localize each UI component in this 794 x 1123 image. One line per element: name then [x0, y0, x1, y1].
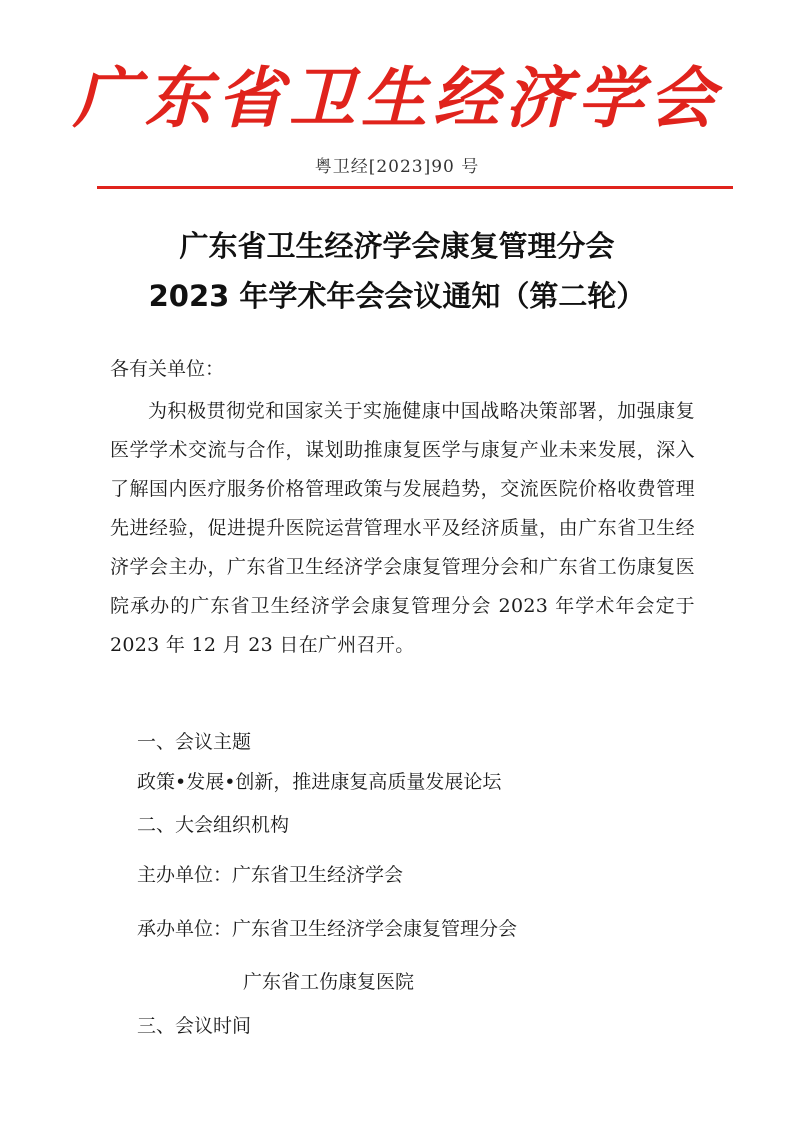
document-number: 粤卫经[2023]90 号	[314, 157, 480, 177]
section-heading-theme: 一、会议主题	[137, 731, 252, 753]
section-heading-organization: 二、大会组织机构	[137, 814, 290, 836]
salutation: 各有关单位：	[110, 358, 225, 380]
notice-title-line-2: 2023 年学术年会会议通知（第二轮）	[148, 279, 646, 313]
section-heading-time: 三、会议时间	[137, 1015, 252, 1037]
masthead-title: 广东省卫生经济学会	[73, 59, 721, 137]
notice-title-line-1: 广东省卫生经济学会康复管理分会	[179, 229, 615, 263]
meeting-theme: 政策•发展•创新，推进康复高质量发展论坛	[137, 771, 502, 793]
co-organizer-unit: 广东省工伤康复医院	[243, 971, 415, 993]
organizer-unit: 承办单位：广东省卫生经济学会康复管理分会	[137, 918, 518, 940]
red-divider	[97, 186, 733, 189]
body-paragraph: 为积极贯彻党和国家关于实施健康中国战略决策部署，加强康复医学学术交流与合作，谋划助推康复医学与康复产业未来发展，深入了解国内医疗服务价格管理政策与发展趋势，交流医院价格收费管理先进经验，促进提升医院运营管理水平及经济质量，由广东省卫生经济学会主办，广东省卫生经济学会康复管理分会和广东省工伤康复医院承办的广东省卫生经济学会康复管理分会 2023 年学术年会定于 2023 年 12 月 23 日在广州召开。	[110, 400, 695, 656]
host-unit: 主办单位：广东省卫生经济学会	[137, 864, 404, 886]
